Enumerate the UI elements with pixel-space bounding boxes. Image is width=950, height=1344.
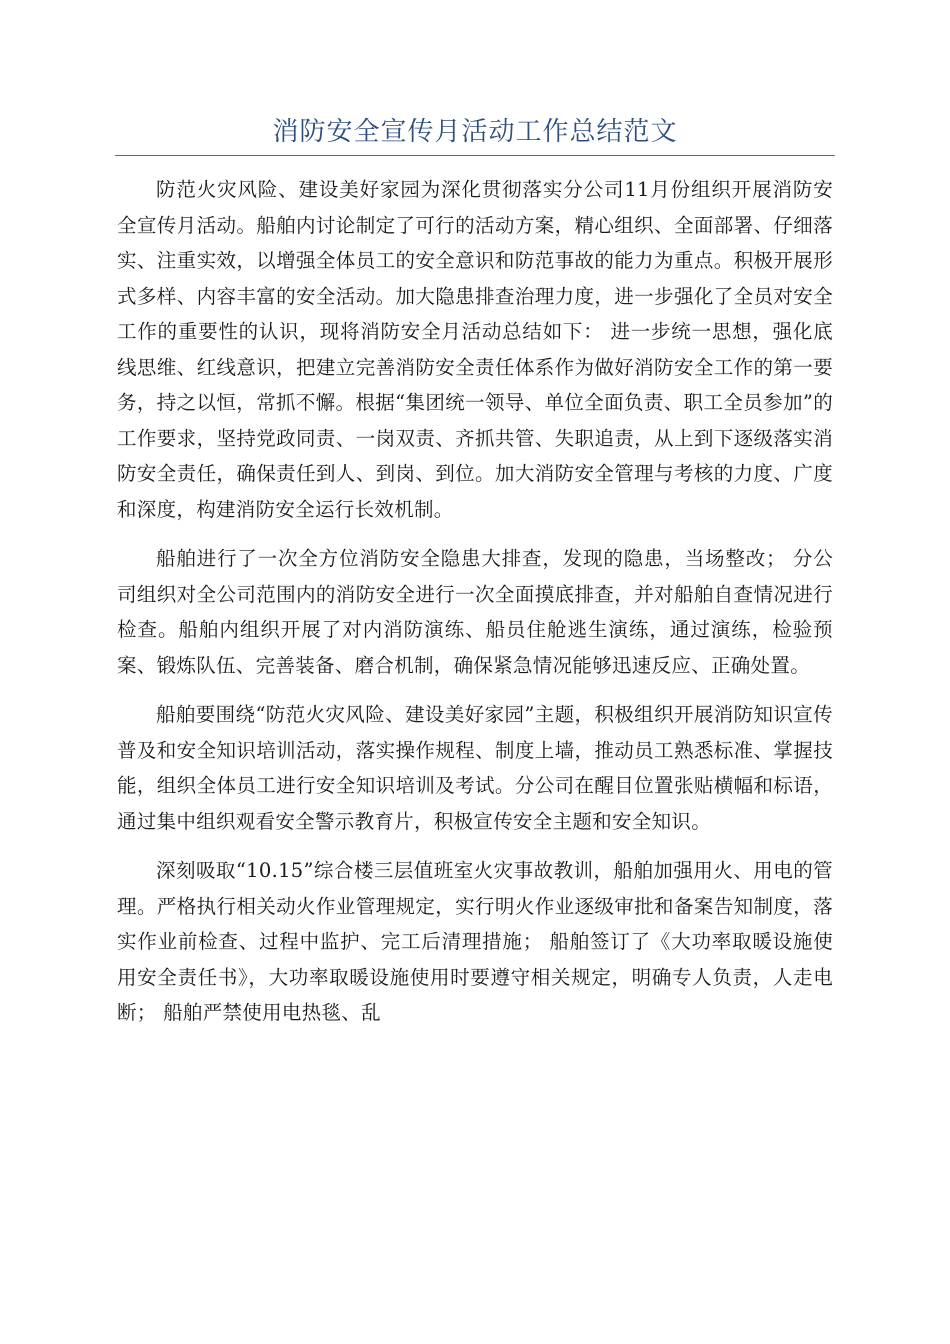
document-title: 消防安全宣传月活动工作总结范文 xyxy=(272,117,678,147)
paragraph-2: 船舶进行了一次全方位消防安全隐患大排查，发现的隐患，当场整改； 分公司组织对全公司范围内的消防安全进行一次全面摸底排查，并对船舶自查情况进行检查。船舶内组织开展了对内消防演练、船员住舱逃生演练，通过演练，检验预案、锻炼队伍、完善装备、磨合机制，确保紧急情况能够迅速反应、正确处置。 xyxy=(117,547,833,677)
paragraph-1: 防范火灾风险、建设美好家园为深化贯彻落实分公司11月份组织开展消防安全宣传月活动。船舶内讨论制定了可行的活动方案，精心组织、全面部署、仔细落实、注重实效，以增强全体员工的安全意识和防范事故的能力为重点。积极开展形式多样、内容丰富的安全活动。加大隐患排查治理力度，进一步强化了全员对安全工作的重要性的认识，现将消防安全月活动总结如下： 进一步统一思想，强化底线思维、红线意识，把建立完善消防安全责任体系作为做好消防安全工作的第一要务，持之以恒，常抓不懈。根据“集团统一领导、单位全面负责、职工全员参加”的工作要求，坚持党政同责、一岗双责、齐抓共管、失职追责，从上到下逐级落实消防安全责任，确保责任到人、到岗、到位。加大消防安全管理与考核的力度、广度和深度，构建消防安全运行长效机制。 xyxy=(117,178,833,521)
paragraph-4: 深刻吸取“10.15”综合楼三层值班室火灾事故教训，船舶加强用火、用电的管理。严格执行相关动火作业管理规定，实行明火作业逐级审批和备案告知制度，落实作业前检查、过程中监护、完工后清理措施； 船舶签订了《大功率取暖设施使用安全责任书》，大功率取暖设施使用时要遵守相关规定，明确专人负责，人走电断； 船舶严禁使用电热毯、乱 xyxy=(117,859,833,1024)
document-body xyxy=(117,172,833,1045)
title-underline xyxy=(115,155,835,156)
paragraph-3: 船舶要围绕“防范火灾风险、建设美好家园”主题，积极组织开展消防知识宣传普及和安全知识培训活动，落实操作规程、制度上墙，推动员工熟悉标准、掌握技能，组织全体员工进行安全知识培训及考试。分公司在醒目位置张贴横幅和标语，通过集中组织观看安全警示教育片，积极宣传安全主题和安全知识。 xyxy=(117,703,833,833)
